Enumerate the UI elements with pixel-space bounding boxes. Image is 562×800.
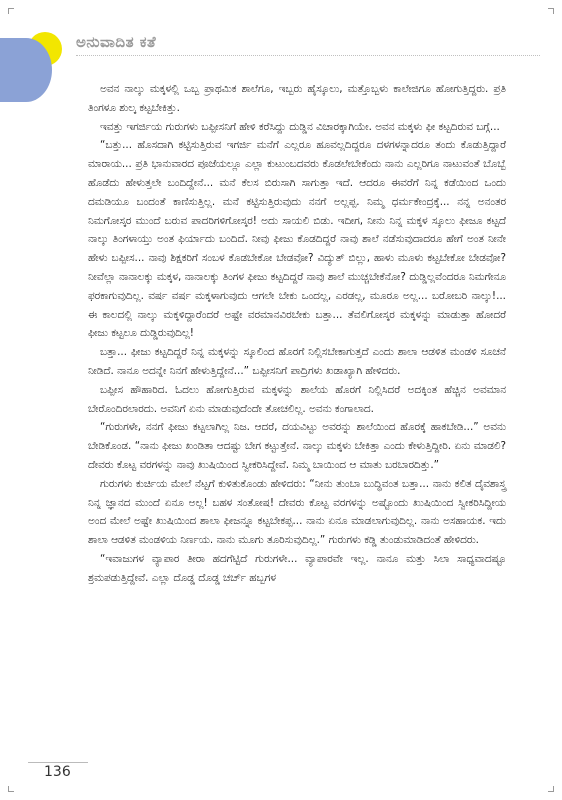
paragraph: ಗುರುಗಳು ಕುರ್ಚಿಯ ಮೇಲೆ ನೆಟ್ಟಗೆ ಕುಳಿತುಕೊಂಡು ಹೇಳಿದರು: “ನೀನು ತುಂಬಾ ಬುದ್ಧಿವಂತ ಬತ್ತಾ... ನಾನು ಕಲಿತ ದೈವಶಾಸ್ತ್ರ ನಿನ್ನ ಜ್ಞಾನದ ಮುಂದೆ ಏನೂ ಅಲ್ಲ! ಬಹಳ ಸಂತೋಷ! ದೇವರು ಕೊಟ್ಟ ವರಗಳನ್ನು ಅಷ್ಟೊಂದು ಖುಷಿಯಿಂದ ಸ್ವೀಕರಿಸಿದ್ದೀಯ ಅಂದ ಮೇಲೆ ಅಷ್ಟೇ ಖುಷಿಯಿಂದ ಶಾಲಾ ಫೀಜನ್ನೂ ಕಟ್ಟಬೇಕಪ್ಪ... ನಾನು ಏನೂ ಮಾಡಲಾಗುವುದಿಲ್ಲ. ನಾನು ಅಸಹಾಯಕ. ಇದು ಶಾಲಾ ಆಡಳಿತ ಮಂಡಳಿಯ ನಿರ್ಣಯ. ನಾನು ಮೂಗು ತೂರಿಸುವುದಿಲ್ಲ.” ಗುರುಗಳು ಕಡ್ಡಿ ತುಂಡುಮಾಡಿದಂತೆ ಹೇಳಿದರು. [88,477,506,547]
section-title: ಅನುವಾದಿತ ಕತೆ [76,33,157,51]
paragraph: “ಬತ್ತು... ಹೊಸದಾಗಿ ಕಟ್ಟಿಸುತ್ತಿರುವ ಇಗರ್ಜಿ ಮನೆಗೆ ಎಲ್ಲರೂ ಹೂವಲ್ಲದಿದ್ದರೂ ದಳಗಳನ್ನಾದರೂ ತಂದು ಕೊಡುತ್ತಿದ್ದಾರೆ ಮಾರಾಯ... ಪ್ರತಿ ಭಾನುವಾರದ ಪೂಜೆಯಲ್ಲೂ ಎಲ್ಲಾ ಕುಟುಂಬದವರು ಕೊಡಲೇಬೇಕೆಂದು ನಾನು ಎಲ್ಲರಿಗೂ ನಾಟುವಂತೆ ಬೊಬ್ಬೆ ಹೊಡೆದು ಹೇಳುತ್ತಲೇ ಬಂದಿದ್ದೇನೆ... ಮನೆ ಕೆಲಸ ಬಿರುಸಾಗಿ ಸಾಗುತ್ತಾ ಇದೆ. ಆದರೂ ಈವರೆಗೆ ನಿನ್ನ ಕಡೆಯಿಂದ ಒಂದು ದಮಡಿಯೂ ಬಂದಂತೆ ಕಾಣಿಸುತ್ತಿಲ್ಲ. ಮನೆ ಕಟ್ಟಿಸುತ್ತಿರುವುದು ನನಗೆ ಅಲ್ಲಪ್ಪ. ನಿಮ್ಮ ಧರ್ಮಕೇಂದ್ರಕ್ಕೆ... ನನ್ನ ಅನಂತರ ನಿಮಗೋಸ್ಕರ ಮುಂದೆ ಬರುವ ಪಾದರಿಗಳಿಗೋಸ್ಕರ! ಅದು ಸಾಯಲಿ ಬಿಡು. ಇದೀಗ, ನೀನು ನಿನ್ನ ಮಕ್ಕಳ ಸ್ಕೂಲು ಫೀಜೂ ಕಟ್ಟದೆ ನಾಲ್ಕು ತಿಂಗಳಾಯ್ತು ಅಂತ ಫಿರ್ಯಾದು ಬಂದಿದೆ. ನೀವು ಫೀಜು ಕೊಡದಿದ್ದರೆ ನಾವು ಶಾಲೆ ನಡೆಸುವುದಾದರೂ ಹೇಗೆ ಅಂತ ನೀನೇ ಹೇಳು ಬಪ್ಪೀಸ... ನಾವು ಶಿಕ್ಷಕರಿಗೆ ಸಂಬಳ ಕೊಡಬೇಕೋ ಬೇಡವೋ? ವಿದ್ಯುತ್ ಬಿಲ್ಲು, ಹಾಳು ಮೂಳು ಕಟ್ಟಬೇಕೋ ಬೇಡವೋ? ನೀವೆಲ್ಲಾ ನಾನಾಲಕ್ಕು ಮಕ್ಕಳ, ನಾನಾಲಕ್ಕು ತಿಂಗಳ ಫೀಜು ಕಟ್ಟದಿದ್ದರೆ ನಾವು ಶಾಲೆ ಮುಚ್ಚಬೇಕೆನೋ? ದುಡ್ಡಿಲ್ಲವೆಂದರೂ ನಿಮಗೇನೂ ಫರಕಾಗುವುದಿಲ್ಲ. ವರ್ಷ ವರ್ಷ ಮಕ್ಕಳಾಗುವುದು ಆಗಲೇ ಬೇಕು ಒಂದಲ್ಲ, ಎರಡಲ್ಲ, ಮೂರೂ ಅಲ್ಲ... ಬರೋಬರಿ ನಾಲ್ಕು!... ಈ ಕಾಲದಲ್ಲಿ ನಾಲ್ಕು ಮಕ್ಕಳಿದ್ದಾರೆಂದರೆ ಅಷ್ಟೇ ವರಮಾನವಿರಬೇಕು ಬತ್ತಾ... ತೆವಲಿಗೋಸ್ಕರ ಮಕ್ಕಳನ್ನು ಮಾಡುತ್ತಾ ಹೋದರೆ ಫೀಜು ಕಟ್ಟಲೂ ದುಡ್ಡಿರುವುದಿಲ್ಲ! [88,139,506,340]
page-number: 136 [44,764,71,780]
crop-mark-top-right [548,8,554,14]
paragraph: “ಇವಾಜುಗಳ ವ್ಯಾಪಾರ ತೀರಾ ಹದಗೆಟ್ಟಿದೆ ಗುರುಗಳೇ... ವ್ಯಾಪಾರವೇ ಇಲ್ಲ. ನಾನೂ ಮತ್ತು ಸಿಲಾ ಸಾಧ್ಯವಾದಷ್ಟೂ ಶ್ರಮಪಡುತ್ತಿದ್ದೇವೆ. ಎಲ್ಲಾ ದೊಡ್ಡ ದೊಡ್ಡ ಚರ್ಚ್ ಹಬ್ಬಗಳ [88,552,506,584]
decorative-blue-half-circle [0,38,52,102]
paragraph: ಇವತ್ತು ಇಗರ್ಜಿಯ ಗುರುಗಳು ಬಪ್ಪೀಸನಿಗೆ ಹೇಳಿ ಕರೆಸಿದ್ದು ದುಡ್ಡಿನ ವಿಚಾರಕ್ಕಾಗಿಯೇ. ಅವನ ಮಕ್ಕಳು ಫೀ ಕಟ್ಟದಿರುವ ಬಗ್ಗೆ... [100,120,500,133]
paragraph: ಅವನ ನಾಲ್ಕು ಮಕ್ಕಳಲ್ಲಿ ಒಬ್ಬ ಪ್ರಾಥಮಿಕ ಶಾಲೆಗೂ, ಇಬ್ಬರು ಹೈಸ್ಕೂಲು, ಮತ್ತೊಬ್ಬಳು ಕಾಲೇಜಿಗೂ ಹೋಗುತ್ತಿದ್ದರು. ಪ್ರತಿ ತಿಂಗಳೂ ಶುಲ್ಕ ಕಟ್ಟಬೇಕಿತ್ತು. [88,83,506,114]
crop-mark-bottom-right [548,786,554,792]
crop-mark-bottom-left [8,786,14,792]
page-header [76,33,540,56]
paragraph: ಬಪ್ಪೀಸ ಹೌಹಾರಿದ. ಓದಲು ಹೋಗುತ್ತಿರುವ ಮಕ್ಕಳನ್ನು ಶಾಲೆಯ ಹೊರಗೆ ನಿಲ್ಲಿಸಿದರೆ ಅದಕ್ಕಿಂತ ಹೆಚ್ಚಿನ ಅವಮಾನ ಬೇರೊಂದಿರಲಾರದು. ಅವನಿಗೆ ಏನು ಮಾಡುವುದೆಂದೇ ತೋಚಲಿಲ್ಲ. ಅವನು ಕಂಗಾಲಾದ. [88,383,506,415]
story-body [88,80,506,588]
header-dotted-rule [76,55,540,56]
crop-mark-top-left [8,8,14,14]
paragraph: ಬತ್ತಾ... ಫೀಜು ಕಟ್ಟದಿದ್ದರೆ ನಿನ್ನ ಮಕ್ಕಳನ್ನು ಸ್ಕೂಲಿಂದ ಹೊರಗೆ ನಿಲ್ಲಿಸಬೇಕಾಗುತ್ತದೆ ಎಂದು ಶಾಲಾ ಆಡಳಿತ ಮಂಡಳಿ ಸೂಚನೆ ನೀಡಿದೆ. ನಾನೂ ಅದನ್ನೇ ನಿನಗೆ ಹೇಳುತ್ತಿದ್ದೇನೆ...” ಬಪ್ಪೀಸನಿಗೆ ಪಾದ್ರಿಗಳು ಖಡಾಖ್ಯಾಗಿ ಹೇಳಿದರು. [88,346,506,377]
footer-rule [28,762,88,763]
paragraph: “ಗುರುಗಳೇ, ನನಗೆ ಫೀಜು ಕಟ್ಟಲಾಗಿಲ್ಲ ನಿಜ. ಆದರೆ, ದಯವಿಟ್ಟು ಅವರನ್ನು ಶಾಲೆಯಿಂದ ಹೊರಕ್ಕೆ ಹಾಕಬೇಡಿ...” ಅವನು ಬೇಡಿಕೊಂಡ. “ನಾನು ಫೀಜು ಖಂಡಿತಾ ಆದಷ್ಟು ಬೇಗ ಕಟ್ಟುತ್ತೇನೆ. ನಾಲ್ಕು ಮಕ್ಕಳು ಬೇಕಿತ್ತಾ ಎಂದು ಕೇಳುತ್ತಿದ್ದೀರಿ. ಏನು ಮಾಡಲಿ? ದೇವರು ಕೊಟ್ಟ ವರಗಳನ್ನು ನಾವು ಖುಷಿಯಿಂದ ಸ್ವೀಕರಿಸಿದ್ದೇವೆ. ನಿಮ್ಮ ಬಾಯಿಂದ ಆ ಮಾತು ಬರಬಾರದಿತ್ತು.” [88,421,506,471]
